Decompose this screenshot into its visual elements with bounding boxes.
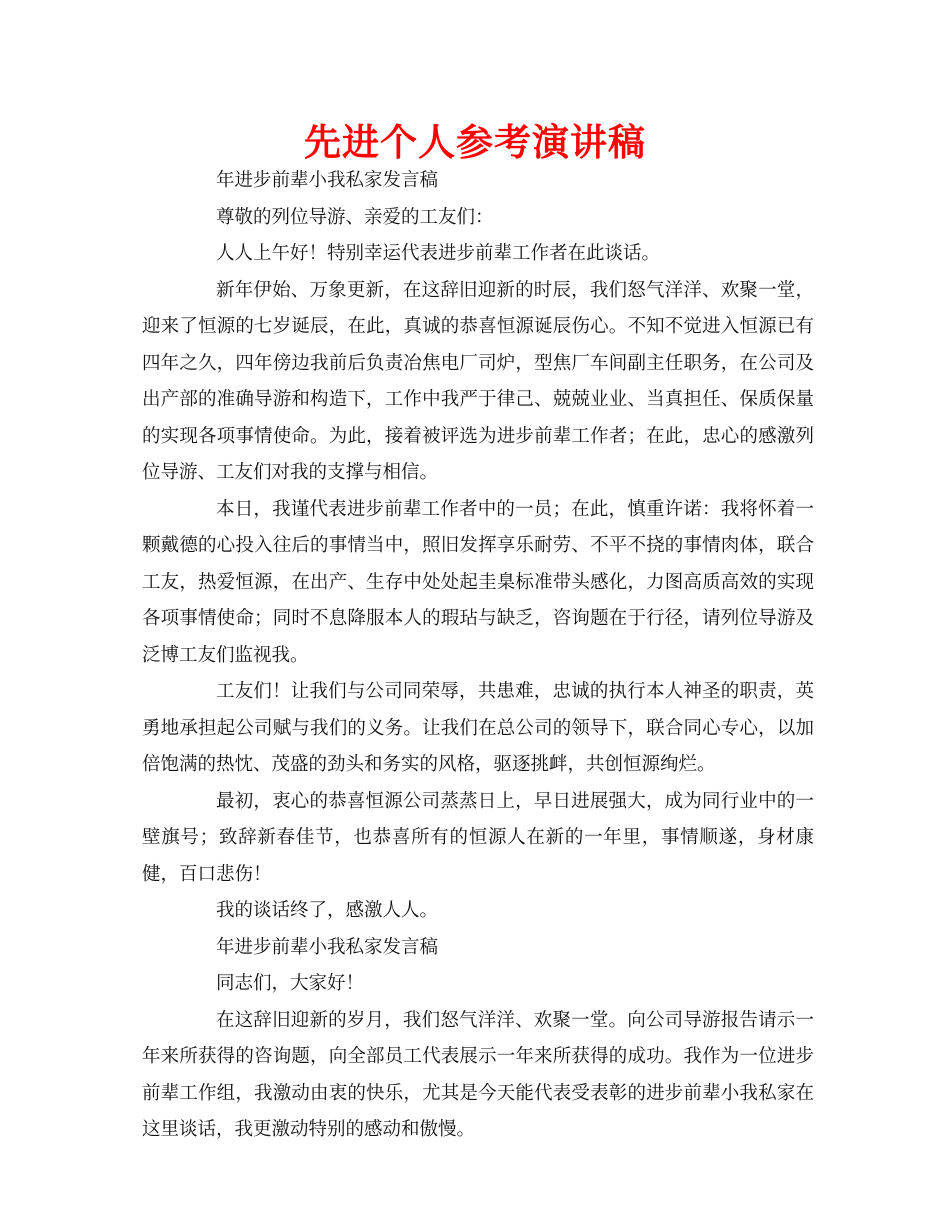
- document-title: 先进个人参考演讲稿: [304, 121, 646, 164]
- paragraph-greeting-1: 人人上午好！特别幸运代表进步前辈工作者在此谈话。: [216, 243, 661, 264]
- paragraph-salutation-1: 尊敬的列位导游、亲爱的工友们：: [216, 206, 494, 228]
- paragraph-body-2: 本日，我谨代表进步前辈工作者中的一员；在此，慎重许诺：我将怀着一颗戴德的心投入往后的事情当中，照旧发挥享乐耐劳、不平不挠的事情肉体，联合工友，热爱恒源，在出产、生存中处处起圭臬标准带头感化，力图高质高效的实现各项事情使命；同时不息降服本人的瑕玷与缺乏，咨询题在于行径，请列位导游及泛博工友们监视我。: [142, 498, 814, 666]
- paragraph-closing-1: 我的谈话终了，感激人人。: [216, 900, 439, 921]
- paragraph-heading-1: 年进步前辈小我私家发言稿: [216, 170, 439, 191]
- paragraph-body-5: 在这辞旧迎新的岁月，我们怒气洋洋、欢聚一堂。向公司导游报告请示一年来所获得的咨询题，向全部员工代表展示一年来所获得的成功。我作为一位进步前辈工作组，我激动由衷的快乐，尤其是今天能代表受表彰的进步前辈小我私家在这里谈话，我更激动特别的感动和傲慢。: [142, 1009, 814, 1140]
- paragraph-body-3: 工友们！让我们与公司同荣辱，共患难，忠诚的执行本人神圣的职责，英勇地承担起公司赋与我们的义务。让我们在总公司的领导下，联合同心专心，以加倍饱满的热忱、茂盛的劲头和务实的风格，驱逐挑衅，共创恒源绚烂。: [142, 681, 814, 775]
- paragraph-body-4: 最初，衷心的恭喜恒源公司蒸蒸日上，早日进展强大，成为同行业中的一壁旗号；致辞新春佳节，也恭喜所有的恒源人在新的一年里，事情顺遂，身材康健，百口悲伤！: [142, 790, 814, 885]
- paragraph-body-1: 新年伊始、万象更新，在这辞旧迎新的时辰，我们怒气洋洋、欢聚一堂，迎来了恒源的七岁诞辰，在此，真诚的恭喜恒源诞辰伤心。不知不觉进入恒源已有四年之久，四年傍边我前后负责冶焦电厂司炉，型焦厂车间副主任职务，在公司及出产部的准确导游和构造下，工作中我严于律己、兢兢业业、当真担任、保质保量的实现各项事情使命。为此，接着被评选为进步前辈工作者；在此，忠心的感激列位导游、工友们对我的支撑与相信。: [142, 279, 814, 483]
- paragraph-greeting-2: 同志们，大家好！: [216, 973, 365, 994]
- document-body: [142, 163, 814, 1149]
- paragraph-heading-2: 年进步前辈小我私家发言稿: [216, 936, 439, 958]
